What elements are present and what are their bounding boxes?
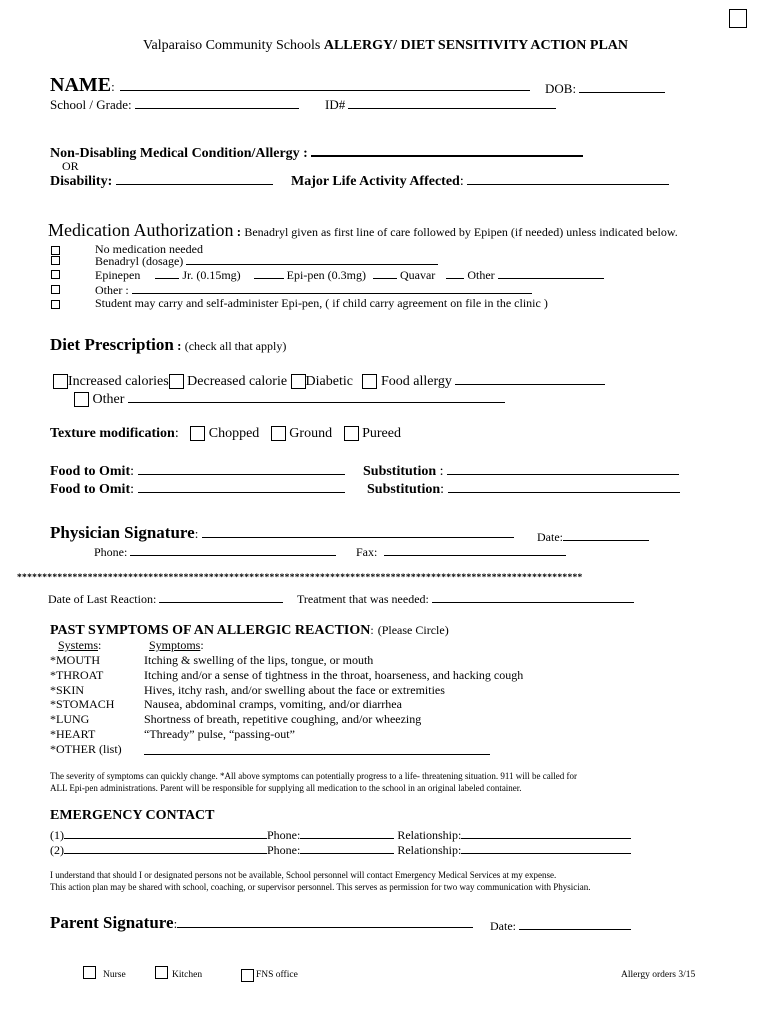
physician-fax-row: [356, 543, 566, 560]
parent-signature-field[interactable]: [177, 915, 473, 928]
symptoms-note: (Please Circle): [377, 623, 449, 637]
warning-line-1: The severity of symptoms can quickly change. *All above symptoms can potentially progress to a life- threatening situation. 911 will be called for: [50, 771, 578, 781]
diet-other-row: [74, 390, 505, 408]
diet-other-field[interactable]: [128, 390, 505, 403]
major-life-colon: :: [459, 174, 464, 189]
consent-line-1: I understand that should I or designated persons not be available, School personnel will contact Emergency Medical Services at my expense.: [50, 870, 557, 880]
contact-1-phone-label: Phone:: [267, 828, 301, 842]
parent-date-row: [490, 917, 631, 934]
contact-2-name-field[interactable]: [64, 841, 267, 854]
jr-field[interactable]: [155, 266, 179, 279]
increased-calories-label: Increased calories: [68, 374, 169, 389]
self-admin-checkbox[interactable]: [51, 300, 60, 309]
physician-signature-row: [50, 523, 514, 543]
diet-colon: :: [173, 338, 185, 353]
or-label: OR: [62, 159, 79, 173]
contact-2-phone-field[interactable]: [300, 841, 394, 854]
food-omit-label-2: Food to Omit: [50, 482, 131, 497]
id-label: ID#: [325, 97, 346, 112]
ground-label: Ground: [289, 426, 333, 441]
id-field[interactable]: [348, 96, 556, 109]
food-omit-label-1: Food to Omit: [50, 464, 131, 479]
contact-2-relationship-field[interactable]: [461, 841, 631, 854]
disability-label: Disability:: [50, 174, 113, 189]
system-throat: *THROAT: [50, 668, 104, 682]
substitution-row-1: [363, 462, 679, 480]
physician-colon: :: [194, 526, 199, 541]
major-life-label: Major Life Activity Affected: [291, 174, 460, 189]
medication-note: Benadryl given as first line of care followed by Epipen (if needed) unless indicated below.: [244, 225, 678, 239]
dob-label: DOB:: [545, 81, 577, 96]
substitution-field-2[interactable]: [448, 480, 680, 493]
food-omit-colon-2: :: [130, 482, 134, 497]
texture-colon: :: [174, 426, 179, 441]
title-plan: ALLERGY/ DIET SENSITIVITY ACTION PLAN: [323, 38, 629, 53]
kitchen-checkbox[interactable]: [155, 966, 168, 979]
parent-date-label: Date:: [490, 919, 516, 933]
warning-line-2: ALL Epi-pen administrations. Parent will be responsible for supplying all medication to the school in an original labeled container.: [50, 783, 522, 793]
other-inline-value-field[interactable]: [498, 266, 604, 279]
chopped-checkbox[interactable]: [190, 426, 205, 441]
system-other: *OTHER (list): [50, 742, 122, 756]
other-med-field[interactable]: [132, 281, 532, 294]
dob-field[interactable]: [579, 80, 665, 93]
diet-heading: Diet Prescription: [50, 335, 174, 354]
systems-header-label: Systems: [58, 638, 99, 652]
parent-signature-label: Parent Signature: [50, 913, 174, 932]
physician-phone-label: Phone:: [94, 545, 128, 559]
physician-phone-field[interactable]: [130, 543, 336, 556]
texture-label: Texture modification: [50, 426, 175, 441]
self-admin-label: Student may carry and self-administer Epi-pen, ( if child carry agreement on file in the clinic ): [95, 296, 548, 310]
epinepen-label: Epinepen: [95, 268, 141, 282]
symptoms-header-label: Symptoms: [149, 638, 201, 652]
contact-1-relationship-field[interactable]: [461, 826, 631, 839]
symptoms-header-colon: :: [200, 638, 204, 652]
contact-1-label: (1): [50, 828, 64, 842]
symptom-other-field[interactable]: [144, 742, 490, 755]
school-grade-label: School / Grade:: [50, 97, 132, 112]
system-skin: *SKIN: [50, 683, 85, 697]
nurse-checkbox[interactable]: [83, 966, 96, 979]
diet-note: (check all that apply): [184, 339, 287, 353]
substitution-field-1[interactable]: [447, 462, 679, 475]
substitution-row-2: [367, 480, 680, 498]
physician-fax-label: Fax:: [356, 545, 378, 559]
consent-line-2: This action plan may be shared with school, coaching, or supervisor personnel. This serves as permission for two way communication with Physician.: [50, 882, 591, 892]
symptom-heart: “Thready” pulse, “passing-out”: [144, 727, 295, 741]
treatment-label: Treatment that was needed:: [297, 592, 429, 606]
symptom-mouth: Itching & swelling of the lips, tongue, or mouth: [144, 653, 374, 667]
school-grade-field[interactable]: [135, 96, 299, 109]
contact-2-relationship-label: Relationship:: [397, 843, 462, 857]
food-omit-row-2: [50, 480, 345, 498]
contact-1-phone-field[interactable]: [300, 826, 394, 839]
food-allergy-label: Food allergy: [380, 374, 452, 389]
fns-label: FNS office: [256, 970, 298, 980]
food-omit-colon-1: :: [130, 464, 134, 479]
physician-signature-label: Physician Signature: [50, 523, 195, 542]
treatment-field[interactable]: [432, 590, 634, 603]
contact-1-relationship-label: Relationship:: [397, 828, 462, 842]
disability-row: [50, 172, 273, 190]
texture-row: [50, 426, 401, 442]
diet-heading-row: [50, 335, 286, 355]
diabetic-checkbox[interactable]: [291, 374, 306, 389]
last-reaction-row: [48, 590, 283, 607]
physician-date-field[interactable]: [563, 528, 649, 541]
kitchen-label: Kitchen: [172, 970, 203, 980]
parent-colon: :: [173, 916, 178, 931]
diet-options-row: [53, 372, 605, 390]
parent-date-field[interactable]: [519, 917, 631, 930]
id-row: [325, 96, 556, 113]
disability-field[interactable]: [116, 172, 273, 185]
parent-signature-row: [50, 913, 473, 933]
epipen-label: Epi-pen (0.3mg): [286, 268, 366, 282]
benadryl-checkbox[interactable]: [51, 256, 60, 265]
ground-checkbox[interactable]: [271, 426, 286, 441]
contact-2-label: (2): [50, 843, 64, 857]
symptoms-header: [149, 638, 204, 653]
no-medication-label: No medication needed: [95, 242, 203, 256]
school-grade-row: [50, 96, 299, 113]
decreased-calorie-label: Decreased calorie: [187, 374, 288, 389]
non-disabling-field[interactable]: [311, 143, 583, 157]
dob-row: [545, 80, 665, 97]
nurse-label: Nurse: [103, 970, 126, 980]
diet-other-checkbox[interactable]: [74, 392, 89, 407]
name-row: [50, 74, 530, 97]
title-school: Valparaiso Community Schools: [143, 38, 324, 53]
substitution-colon-1: :: [436, 464, 444, 479]
corner-checkbox[interactable]: [729, 9, 747, 28]
emergency-heading: EMERGENCY CONTACT: [50, 808, 215, 823]
non-disabling-row: [50, 143, 583, 162]
physician-signature-field[interactable]: [202, 525, 514, 538]
food-allergy-checkbox[interactable]: [362, 374, 377, 389]
last-reaction-field[interactable]: [159, 590, 283, 603]
quavar-field[interactable]: [373, 266, 397, 279]
food-allergy-field[interactable]: [455, 372, 605, 385]
substitution-label-2: Substitution: [367, 482, 441, 497]
physician-fax-field[interactable]: [384, 543, 566, 556]
food-omit-field-2[interactable]: [138, 480, 345, 493]
symptom-skin: Hives, itchy rash, and/or swelling about the face or extremities: [144, 683, 445, 697]
systems-header-colon: :: [98, 638, 102, 652]
decreased-calorie-checkbox[interactable]: [169, 374, 184, 389]
system-stomach: *STOMACH: [50, 697, 115, 711]
other-med-checkbox[interactable]: [51, 285, 60, 294]
substitution-colon-2: :: [440, 482, 445, 497]
benadryl-dosage-field[interactable]: [186, 252, 438, 265]
jr-label: Jr. (0.15mg): [182, 268, 241, 282]
asterisk-separator: ****************************************************************************************************************: [17, 573, 583, 583]
symptoms-heading-row: [50, 621, 449, 639]
system-heart: *HEART: [50, 727, 96, 741]
other-inline-field[interactable]: [446, 266, 464, 279]
other-inline-label: Other: [467, 268, 495, 282]
physician-phone-row: [94, 543, 336, 560]
contact-row-2: [50, 841, 631, 858]
fns-checkbox[interactable]: [241, 969, 254, 982]
symptoms-colon: :: [370, 623, 374, 637]
epipen-field[interactable]: [254, 266, 284, 279]
major-life-field[interactable]: [467, 172, 669, 185]
system-mouth: *MOUTH: [50, 653, 100, 667]
name-label: NAME: [50, 74, 112, 96]
symptom-throat: Itching and/or a sense of tightness in the throat, hoarseness, and hacking cough: [144, 668, 524, 682]
symptoms-heading: PAST SYMPTOMS OF AN ALLERGIC REACTION: [50, 623, 371, 638]
food-omit-field-1[interactable]: [138, 462, 345, 475]
medication-heading-row: [48, 220, 678, 241]
major-life-row: [291, 172, 669, 190]
substitution-label-1: Substitution: [363, 464, 437, 479]
other-med-label: Other :: [95, 283, 129, 297]
systems-header: [58, 638, 101, 653]
system-lung: *LUNG: [50, 712, 90, 726]
treatment-row: [297, 590, 634, 607]
form-title: [143, 38, 628, 54]
form-code: Allergy orders 3/15: [621, 970, 696, 980]
symptom-lung: Shortness of breath, repetitive coughing, and/or wheezing: [144, 712, 422, 726]
pureed-checkbox[interactable]: [344, 426, 359, 441]
chopped-label: Chopped: [208, 426, 260, 441]
benadryl-label: Benadryl (dosage): [95, 254, 184, 268]
pureed-label: Pureed: [362, 426, 401, 441]
diabetic-label: Diabetic: [305, 374, 353, 389]
increased-calories-checkbox[interactable]: [53, 374, 68, 389]
name-colon: :: [111, 79, 115, 94]
symptom-stomach: Nausea, abdominal cramps, vomiting, and/or diarrhea: [144, 697, 402, 711]
quavar-label: Quavar: [399, 268, 436, 282]
contact-2-phone-label: Phone:: [267, 843, 301, 857]
medication-colon: :: [233, 224, 245, 239]
contact-1-name-field[interactable]: [64, 826, 267, 839]
physician-date-label: Date:: [537, 530, 563, 544]
epinepen-checkbox[interactable]: [51, 270, 60, 279]
non-disabling-label: Non-Disabling Medical Condition/Allergy :: [50, 146, 308, 161]
medication-heading: Medication Authorization: [48, 220, 234, 240]
no-medication-checkbox[interactable]: [51, 246, 60, 255]
last-reaction-label: Date of Last Reaction:: [48, 592, 157, 606]
food-omit-row-1: [50, 462, 345, 480]
diet-other-label: Other: [92, 392, 125, 407]
name-field[interactable]: [120, 78, 530, 91]
